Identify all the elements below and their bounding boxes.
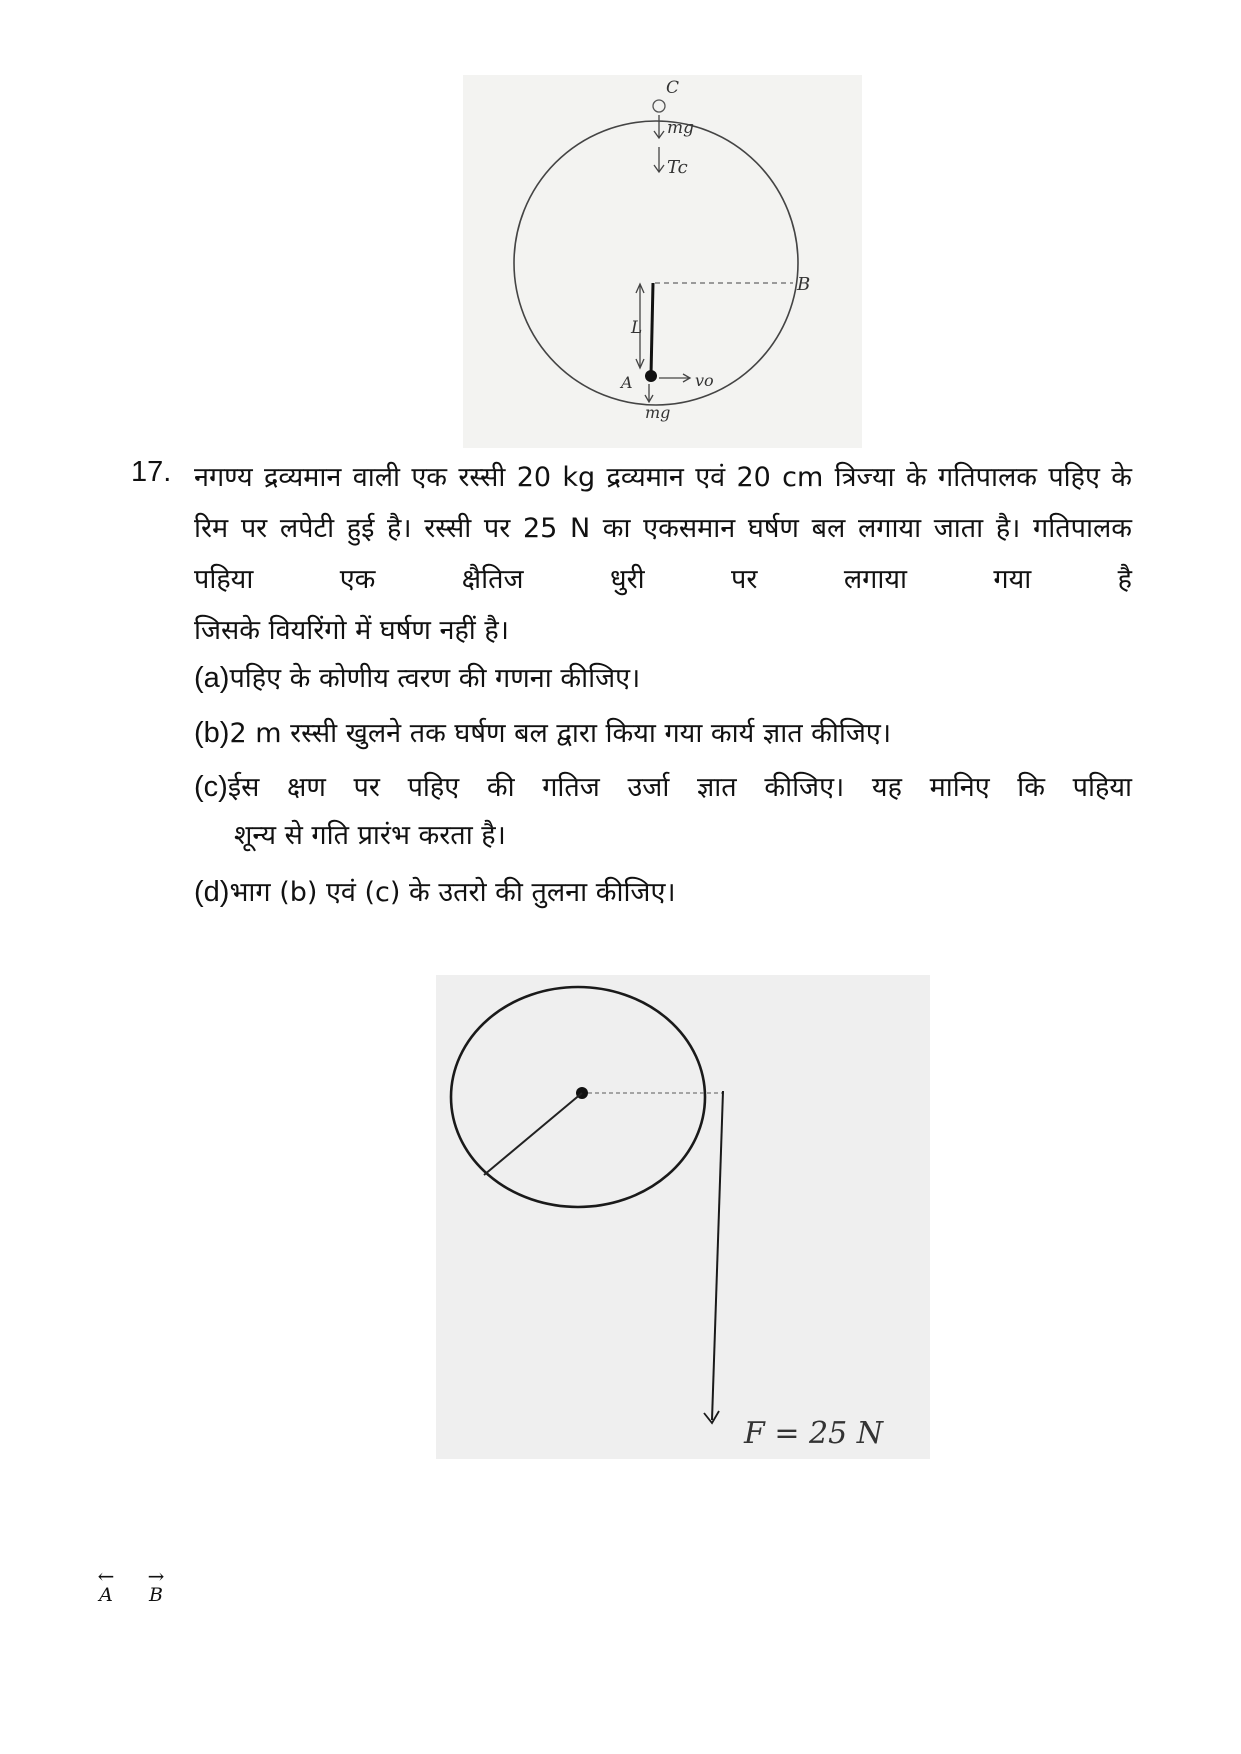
vector-b-symbol xyxy=(143,1564,169,1606)
label-a: A xyxy=(621,373,633,392)
part-b xyxy=(194,713,891,754)
label-mg-top: mg xyxy=(667,118,695,138)
part-a-label: (a) xyxy=(194,662,230,694)
force-label: F = 25 N xyxy=(744,1416,883,1451)
label-tension: Tc xyxy=(667,157,688,178)
left-arrow-icon: ← xyxy=(97,1564,115,1588)
question-body: नगण्य द्रव्यमान वाली एक रस्सी 20 kg द्रव्यमान एवं 20 cm त्रिज्या के गतिपालक पहिए के रिम पर लपेटी हुई है। रस्सी पर 25 N का एकसमान घर्षण बल लगाया जाता है। गतिपालक पहिया एक क्षैतिज धुरी पर लगाया गया है xyxy=(194,462,1132,595)
vector-b-letter: B xyxy=(149,1584,163,1606)
flywheel-figure xyxy=(436,975,930,1459)
label-c: C xyxy=(666,78,680,98)
part-d-text: भाग (b) एवं (c) के उतरो की तुलना कीजिए। xyxy=(229,877,676,908)
part-a-text: पहिए के कोणीय त्वरण की गणना कीजिए। xyxy=(229,663,641,694)
label-l: L xyxy=(631,318,643,338)
question-body-end: जिसके वियरिंगो में घर्षण नहीं है। xyxy=(194,615,509,646)
vertical-circle-figure xyxy=(463,75,862,448)
rope xyxy=(712,1091,723,1420)
label-b: B xyxy=(797,274,811,295)
part-b-label: (b) xyxy=(194,717,230,749)
question-number: 17. xyxy=(131,456,172,488)
part-a xyxy=(194,658,640,699)
top-body xyxy=(653,100,665,112)
label-velocity: vo xyxy=(695,371,714,390)
string xyxy=(651,283,653,375)
part-c-text: ईस क्षण पर पहिए की गतिज उर्जा ज्ञात कीजिए। यह मानिए कि पहिया xyxy=(227,772,1132,803)
part-d-label: (d) xyxy=(194,876,230,908)
vector-a-letter: A xyxy=(99,1584,113,1606)
vector-a-symbol xyxy=(93,1564,119,1606)
radius-line xyxy=(484,1093,582,1175)
part-c-continuation: शून्य से गति प्रारंभ करता है। xyxy=(234,820,506,851)
part-b-text: 2 m रस्सी खुलने तक घर्षण बल द्वारा किया गया कार्य ज्ञात कीजिए। xyxy=(229,718,892,749)
label-mg-bottom: mg xyxy=(645,403,671,422)
bob xyxy=(645,370,657,382)
part-d xyxy=(194,872,676,913)
right-arrow-icon: → xyxy=(147,1564,165,1588)
circular-path xyxy=(514,121,798,405)
part-c xyxy=(194,767,1132,808)
part-c-label: (c) xyxy=(194,771,228,803)
